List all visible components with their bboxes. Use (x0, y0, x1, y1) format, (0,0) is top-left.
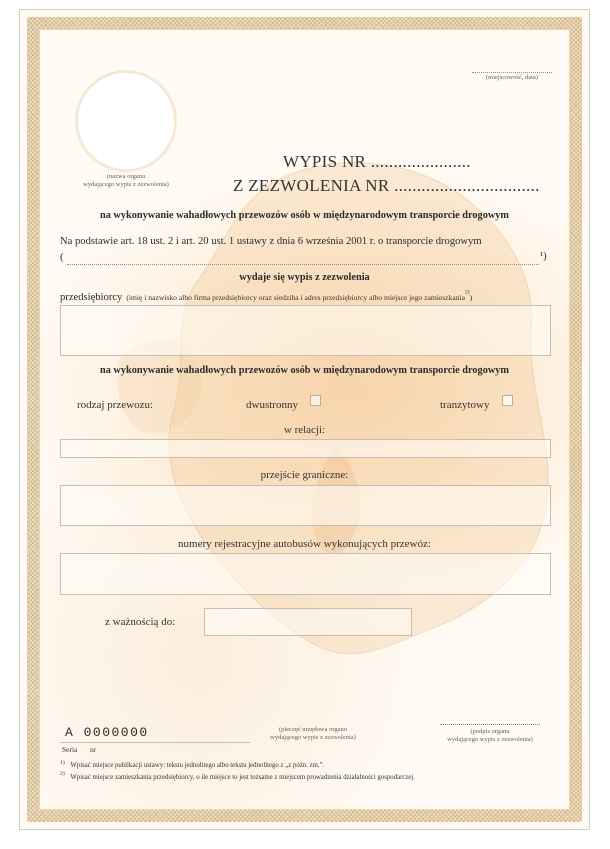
signature-caption-line2: wydającego wypis z zezwolenia) (447, 736, 533, 743)
stamp-caption-line2: wydającego wypis z zezwolenia) (270, 734, 356, 741)
entrepreneur-note-close: ) (469, 293, 473, 302)
footnote-1-mark: 1) (60, 760, 65, 766)
border-crossing-field[interactable] (60, 485, 551, 526)
signature-caption-line1: (podpis organu (470, 728, 510, 735)
signature-caption (430, 728, 550, 744)
place-date-caption: (miejscowość, data) (486, 74, 538, 81)
entrepreneur-label-row (60, 287, 472, 305)
issued-heading: wydaje się wypis z zezwolenia (239, 272, 370, 283)
seal-placeholder (78, 73, 174, 169)
bilateral-label: dwustronny (246, 399, 298, 411)
entrepreneur-label: przedsiębiorcy (60, 292, 123, 303)
registration-numbers-label: numery rejestracyjne autobusów wykonujących przewóz: (178, 538, 431, 550)
nr-label: nr (90, 745, 97, 754)
document-subtitle: na wykonywanie wahadłowych przewozów osób w międzynarodowym transporcie drogowym (99, 210, 510, 221)
relation-field[interactable] (60, 439, 551, 458)
entrepreneur-note-sup: 2) (465, 289, 470, 296)
valid-until-field[interactable] (204, 608, 412, 636)
entrepreneur-note: (imię i nazwisko albo firma przedsiębiorcy oraz siedziba i adres przedsiębiorcy albo miejsce jego zamieszkania (126, 293, 465, 302)
issuer-name-caption (58, 173, 194, 189)
footnote-2-mark: 2) (60, 771, 65, 778)
serial-number: A 0000000 (65, 725, 149, 740)
legal-basis-close: ¹) (540, 251, 547, 262)
document-title-line1: WYPIS NR ...................... (283, 152, 471, 171)
relation-label: w relacji: (283, 424, 326, 436)
serial-underline (60, 742, 250, 743)
seria-label: Seria (62, 745, 78, 754)
legal-basis-line1: Na podstawie art. 18 ust. 2 i art. 20 ust. 1 ustawy z dnia 6 września 2001 r. o transporcie drogowym (60, 236, 482, 247)
border-crossing-label: przejście graniczne: (260, 469, 349, 481)
signature-line (440, 724, 540, 725)
entrepreneur-field[interactable] (60, 305, 551, 356)
registration-numbers-field[interactable] (60, 553, 551, 595)
document-subtitle-2: na wykonywanie wahadłowych przewozów osób w międzynarodowym transporcie drogowym (99, 365, 510, 376)
footnote-1 (60, 760, 550, 769)
legal-basis-fill-line (67, 255, 539, 265)
issuer-caption-line1: (nazwa organu (106, 173, 146, 180)
transit-label: tranzytowy (440, 399, 490, 411)
footnote-1-text: Wpisać miejsce publikacji ustawy: tekstu jednolitego albo tekstu jednolitego z „z późn. zm.”. (70, 762, 325, 770)
stamp-caption (258, 726, 368, 742)
bilateral-checkbox[interactable] (310, 395, 321, 406)
transit-checkbox[interactable] (502, 395, 513, 406)
place-date-line (472, 62, 552, 73)
stamp-caption-line1: (pieczęć urzędowa organu (278, 726, 348, 733)
legal-basis-open: ( (60, 252, 64, 263)
transport-type-label: rodzaj przewozu: (77, 399, 154, 411)
footnote-2 (60, 771, 550, 780)
footnotes (60, 760, 550, 781)
issuer-caption-line2: wydającego wypis z zezwolenia) (83, 181, 169, 188)
valid-until-label: z ważnością do: (105, 616, 176, 628)
footnote-2-text: Wpisać miejsce zamieszkania przedsiębiorcy, o ile miejsce to jest tożsame z miejscem prowadzenia działalności gospodarczej. (70, 773, 415, 781)
document-title-line2: Z ZEZWOLENIA NR ................................ (233, 176, 540, 195)
